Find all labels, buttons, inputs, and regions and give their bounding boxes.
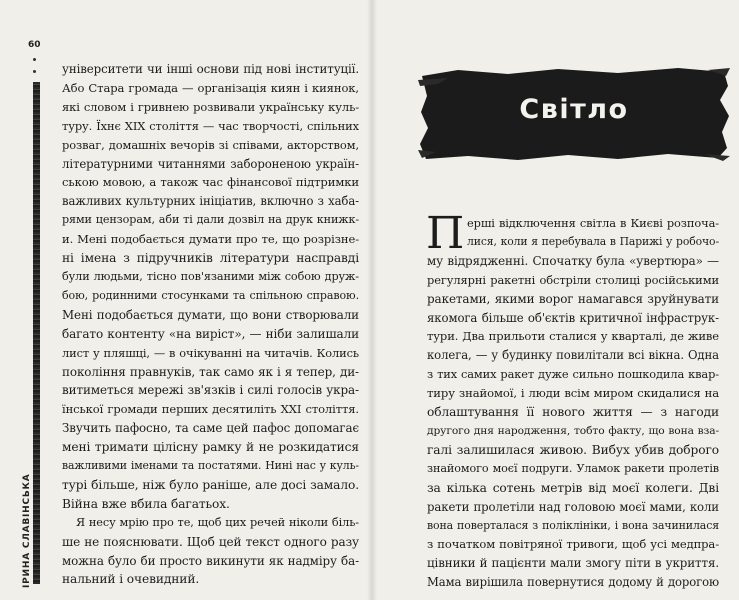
text-line: Я несу мрію про те, щоб цих речей ніколи біль- (76, 515, 359, 529)
text-line: лист у пляшці, — в очікуванні на читачів. Колись (62, 345, 359, 360)
text-line: колега, — у будинку повилітали всі вікна. Одна (427, 348, 719, 363)
margin-rule (33, 82, 40, 584)
text-line: Мама вирішила повернутися додому й дорогою (427, 575, 719, 590)
text-line: з тих самих ракет дуже сильно пошкодила квар- (427, 367, 719, 382)
text-line: можна було би просто викинути як надміру ба- (62, 553, 359, 568)
book-gutter (367, 0, 377, 600)
text-line: нальний і очевидний. (62, 572, 200, 587)
right-page-text (426, 208, 719, 592)
text-line: ською мовою, а також час фінансової підтримки (62, 175, 359, 190)
text-line: облаштування її нового життя — з нагоди (427, 405, 719, 420)
text-line: ні імена з підручників літератури насправді (62, 251, 359, 266)
drop-cap: П (426, 208, 465, 259)
text-line: за кілька сотень метрів від моєї колеги. Дві (427, 480, 719, 495)
text-line: були людьми, тісно пов'язаними між собою друж- (62, 269, 359, 283)
chapter-title: Світло (519, 94, 629, 125)
text-line: які словом і гривнею розвивали українську куль- (62, 99, 359, 114)
text-line: галі залишилася живою. Вибух убив доброго (427, 442, 719, 457)
text-line: літературними читаннями забороненою україн- (62, 156, 359, 171)
text-line: другого дня народження, тобто факту, що вона вза- (427, 423, 719, 437)
text-line: витиметься мережі зв'язків і силі голосів укра- (62, 383, 359, 398)
text-line: ше не пояснювати. Щоб цей текст одного разу (62, 534, 359, 549)
ornament-dot (33, 70, 36, 73)
text-line: туру. Їхнє XIX століття — час творчості, спільних (62, 118, 359, 133)
text-line: важливими іменами та постатями. Нині нас у куль- (62, 459, 359, 473)
page-number: 60 (28, 40, 41, 50)
text-line: ракети пролетіли над головою моєї мами, коли (427, 499, 719, 514)
left-page-text (62, 60, 359, 589)
text-line: Війна вже вбила багатьох. (62, 496, 230, 511)
text-line: покоління правнуків, так само як і я тепер, ди- (62, 364, 359, 379)
text-line: вона поверталася з поліклініки, і вона зачинилася (427, 518, 719, 532)
text-line: и. Мені подобається думати про те, що розрізне- (62, 232, 359, 247)
text-line: му відрядженні. Спочатку була «увертюра» — (427, 253, 719, 268)
text-line: Або Стара громада — організація киян і киянок, (62, 80, 359, 95)
text-line: рями цензорам, аби ті дали дозвіл на друк книжк- (62, 213, 359, 227)
text-line: важливих культурних ініціатив, включно з хаба- (62, 194, 359, 209)
text-line: тиру знайомої, і люди всім миром скидалися на (427, 386, 719, 401)
text-line: мені тримати цілісну рамку й не розкидатися (62, 440, 359, 455)
text-line: якомога більше об'єктів критичної інфраструк- (427, 310, 719, 325)
running-head: ІРИНА СЛАВІНСЬКА (22, 473, 32, 588)
text-line: Мені подобається думати, що вони створювали (62, 307, 359, 322)
text-line: ерші відключення світла в Києві розпоча- (467, 216, 719, 230)
text-line: цівники й пацієнти мали змогу піти в укриття. (427, 556, 719, 571)
text-line: їнської громади перших десятиліть XXI століття. (62, 402, 359, 417)
text-line: бою, родинними стосунками та спільною справою. (62, 288, 359, 302)
text-line: турі більше, ніж було раніше, але досі замало. (62, 477, 359, 492)
text-line: ракетами, якими ворог намагався зруйнувати (427, 291, 719, 306)
text-line: університети чи інші основи під нові інституції. (62, 62, 359, 76)
text-line: тури. Два прильоти сталися у кварталі, де живе (427, 329, 719, 344)
text-line: багато контенту «на виріст», — ніби залишали (62, 326, 359, 341)
text-line: лися, коли я перебувала в Парижі у робочо- (467, 234, 719, 248)
text-line: з початком повітряної тривоги, щоб усі медпра- (427, 537, 719, 552)
text-line: розваг, домашніх вечорів зі співами, акторством, (62, 137, 359, 152)
ornament-dot (33, 58, 36, 61)
text-line: регулярні ракетні обстріли столиці російськими (427, 272, 719, 287)
text-line: Звучить пафосно, та саме цей пафос допомагає (62, 421, 359, 436)
text-line: знайомого моєї подруги. Уламок ракети пролетів (427, 461, 719, 475)
